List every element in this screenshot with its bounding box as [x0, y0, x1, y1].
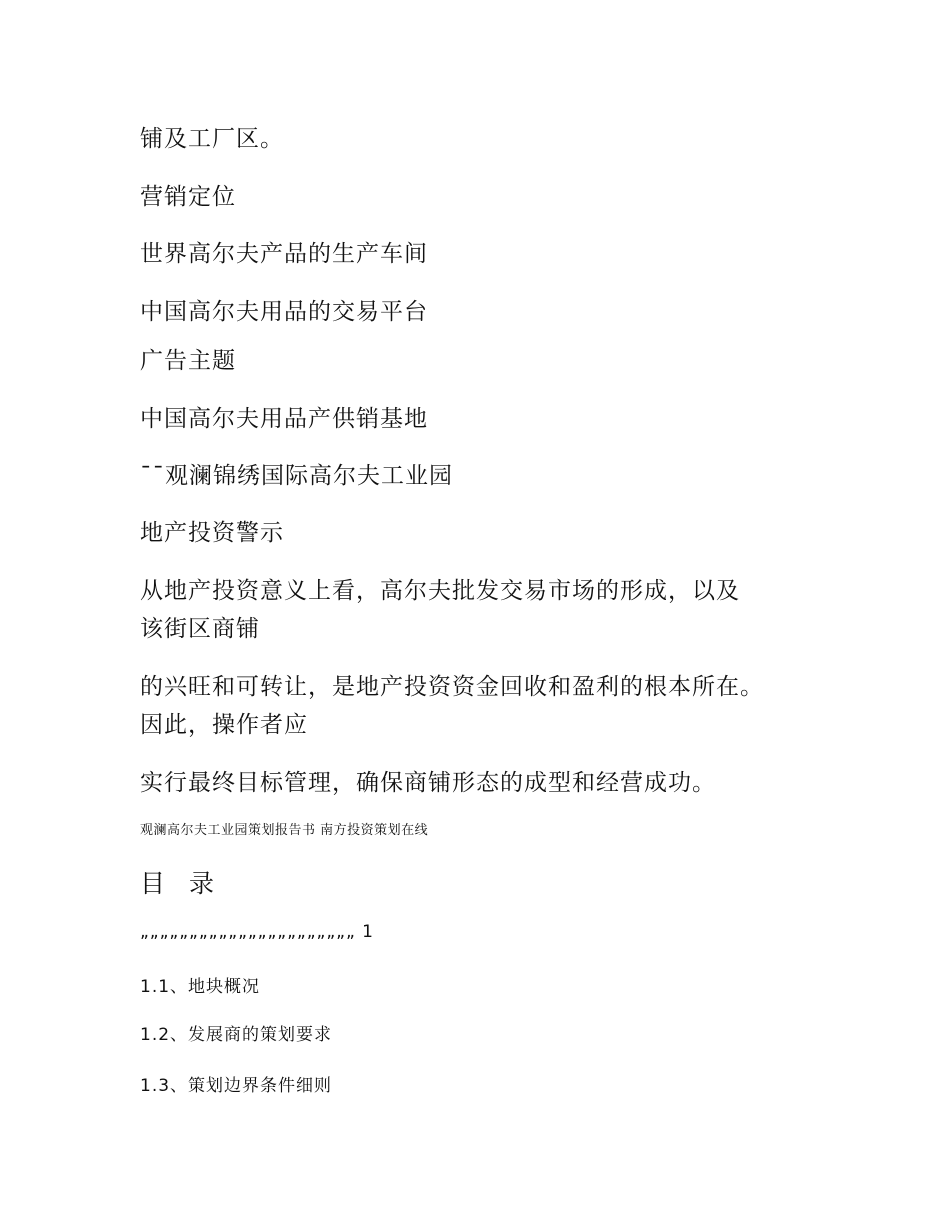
section-heading-marketing-positioning: 营销定位	[140, 184, 236, 210]
document-caption: 观澜高尔夫工业园策划报告书 南方投资策划在线	[140, 823, 429, 838]
toc-item: 1.3、策划边界条件细则	[140, 1076, 333, 1096]
body-line: 该街区商铺	[140, 616, 260, 642]
toc-heading: 目 录	[140, 869, 222, 898]
body-line: 实行最终目标管理，确保商铺形态的成型和经营成功。	[140, 770, 716, 796]
body-line: 因此，操作者应	[140, 712, 308, 738]
body-line: 中国高尔夫用品产供销基地	[140, 406, 428, 432]
body-line: 中国高尔夫用品的交易平台	[140, 299, 428, 325]
toc-leader-line: „„„„„„„„„„„„„„„„„„„„„„ 1	[140, 922, 374, 942]
section-heading-investment-warning: 地产投资警示	[140, 520, 284, 546]
body-line: 从地产投资意义上看，高尔夫批发交易市场的形成，以及	[140, 578, 740, 604]
section-heading-ad-theme: 广告主题	[140, 348, 236, 374]
toc-item: 1.1、地块概况	[140, 977, 261, 997]
body-line: 世界高尔夫产品的生产车间	[140, 241, 428, 267]
body-line: ¯¯观澜锦绣国际高尔夫工业园	[140, 463, 453, 489]
body-line: 的兴旺和可转让，是地产投资资金回收和盈利的根本所在。	[140, 674, 764, 700]
toc-item: 1.2、发展商的策划要求	[140, 1025, 333, 1045]
body-line: 铺及工厂区。	[140, 126, 284, 152]
